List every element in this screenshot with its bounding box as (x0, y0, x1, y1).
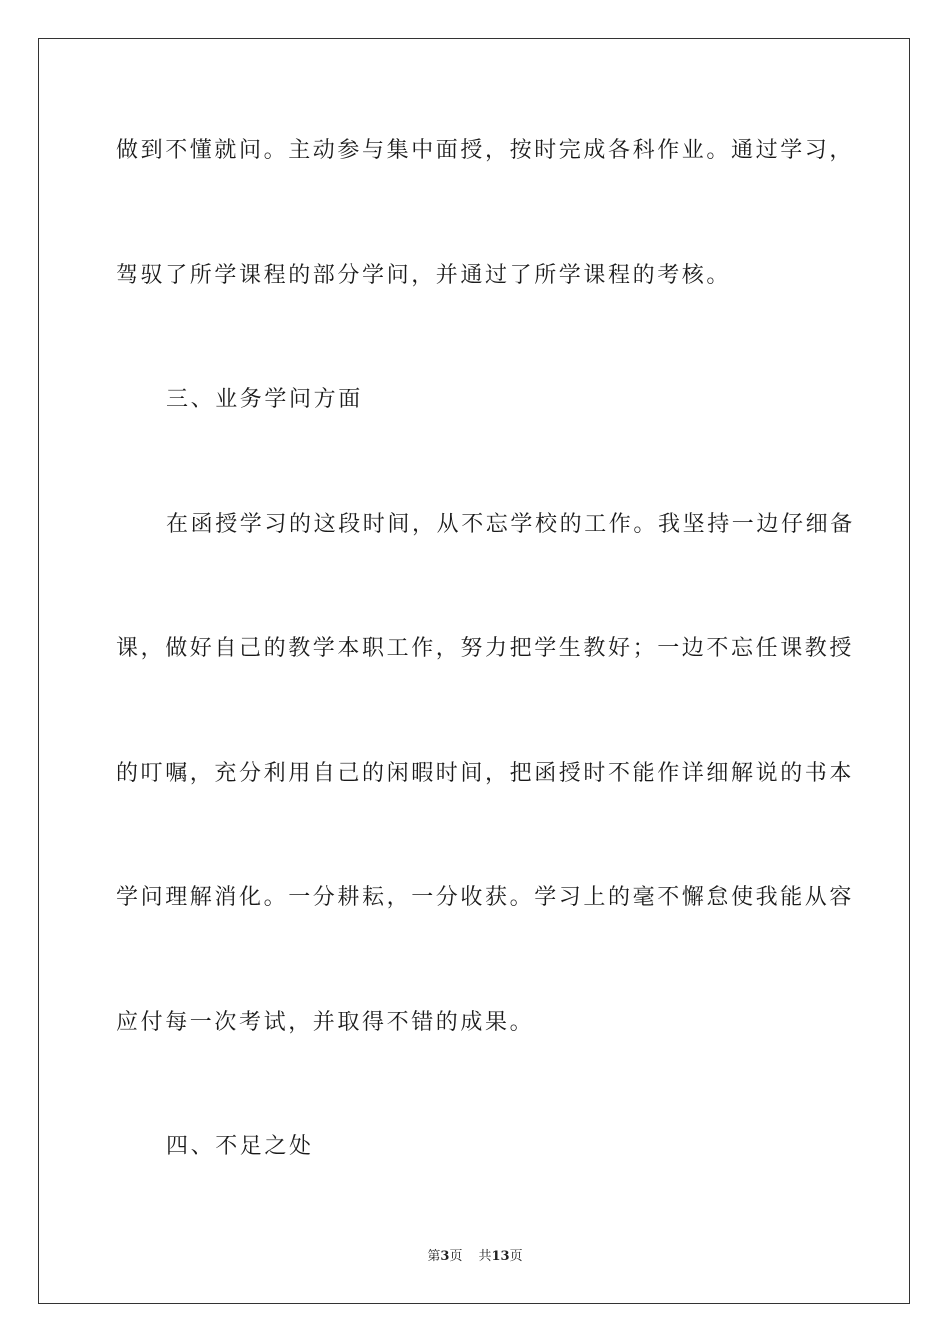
body-line-6: 学问理解消化。一分耕耘，一分收获。学习上的毫不懈怠使我能从容 (116, 885, 855, 910)
section-heading-four: 四、不足之处 (166, 1134, 314, 1159)
body-line-1: 做到不懂就问。主动参与集中面授，按时完成各科作业。通过学习， (116, 138, 855, 163)
footer-total-pages: 13 (491, 1249, 510, 1264)
body-line-2: 驾驭了所学课程的部分学问，并通过了所学课程的考核。 (116, 263, 732, 288)
footer-total-suffix: 页 (509, 1249, 523, 1264)
body-line-5: 的叮嘱，充分利用自己的闲暇时间，把函授时不能作详细解说的书本 (116, 761, 855, 786)
section-heading-three: 三、业务学问方面 (166, 387, 363, 412)
body-line-7: 应付每一次考试，并取得不错的成果。 (116, 1010, 535, 1035)
footer-page-number: 3 (440, 1249, 450, 1264)
footer-total-prefix: 共 (478, 1249, 492, 1264)
footer-page-suffix: 页 (449, 1249, 463, 1264)
body-line-4: 课，做好自己的教学本职工作，努力把学生教好；一边不忘任课教授 (116, 636, 855, 661)
page-border (38, 38, 910, 1304)
footer-page-prefix: 第 (427, 1249, 441, 1264)
page-footer (0, 1248, 950, 1266)
body-line-3: 在函授学习的这段时间，从不忘学校的工作。我坚持一边仔细备 (166, 512, 855, 537)
